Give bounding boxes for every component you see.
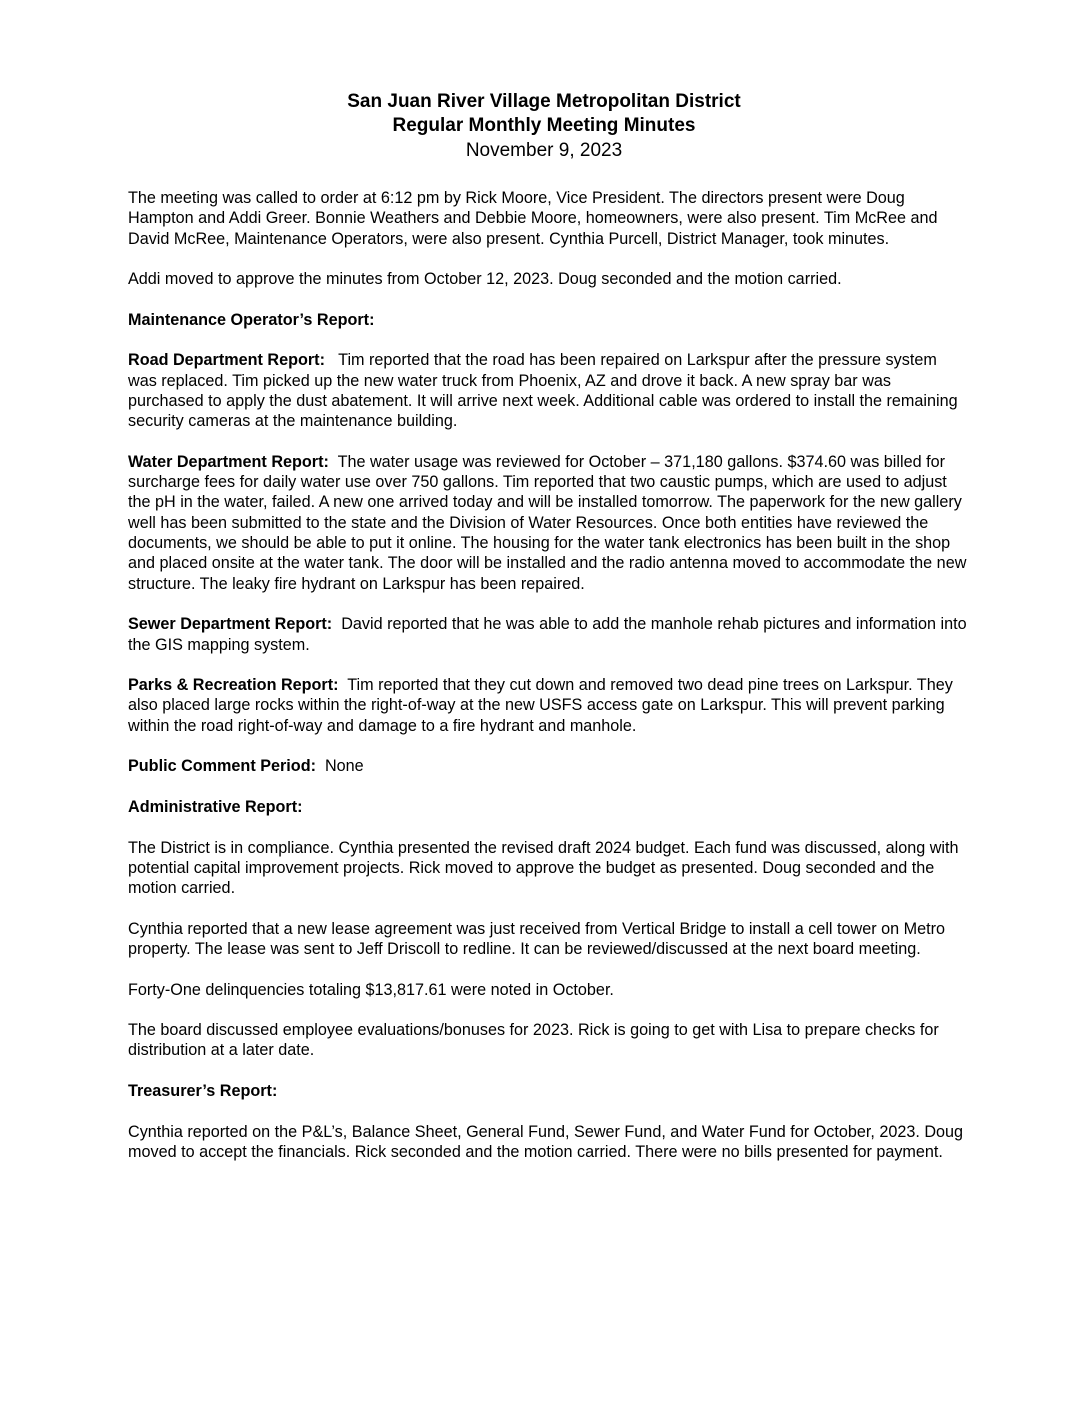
call-to-order-paragraph: The meeting was called to order at 6:12 pm by Rick Moore, Vice President. The directors present were Doug Hampton and Addi Greer. Bonnie Weathers and Debbie Moore, homeowners, were also present. Tim McRee and David McRee, Maintenance Operators, were also present. Cynthia Purcell, District Manager, took minutes.	[128, 189, 938, 248]
parks-report-paragraph	[128, 675, 968, 736]
admin-paragraph-evaluations: The board discussed employee evaluations/bonuses for 2023. Rick is going to get with Lisa to prepare checks for distribution at a later date.	[128, 1021, 939, 1060]
treasurer-paragraph: Cynthia reported on the P&L’s, Balance Sheet, General Fund, Sewer Fund, and Water Fund for October, 2023. Doug moved to accept the financials. Rick seconded and the motion carried. There were no bills presented for payment.	[128, 1122, 964, 1161]
administrative-heading: Administrative Report:	[128, 797, 303, 816]
public-comment-paragraph	[128, 756, 968, 776]
parks-report-text: Tim reported that they cut down and removed two dead pine trees on Larkspur. They also placed large rocks within the right-of-way at the new USFS access gate on Larkspur. This will prevent parking within the road right-of-way and damage to a fire hydrant and manhole.	[128, 676, 953, 735]
maintenance-heading: Maintenance Operator’s Report:	[128, 310, 375, 329]
road-report-text: Tim reported that the road has been repaired on Larkspur after the pressure system was replaced. Tim picked up the new water truck from Phoenix, AZ and drove it back. A new spray bar was purchased to apply the dust abatement. It will arrive next week. Additional cable was ordered to install the remaining security cameras at the maintenance building.	[128, 351, 958, 431]
treasurer-heading: Treasurer’s Report:	[128, 1082, 278, 1101]
meeting-title: Regular Monthly Meeting Minutes	[392, 115, 696, 136]
water-report-label: Water Department Report:	[128, 452, 329, 471]
road-report-paragraph	[128, 350, 968, 431]
document-header	[0, 90, 1088, 164]
water-report-text: The water usage was reviewed for October – 371,180 gallons. $374.60 was billed for surcharge fees for daily water use over 750 gallons. Tim reported that two caustic pumps, which are used to adjust the pH in the water, failed. A new one arrived today and will be installed tomorrow. The paperwork for the new gallery well has been submitted to the state and the Division of Water Resources. Once both entities have reviewed the documents, we should be able to put it online. The housing for the water tank electronics has been built in the shop and placed onsite at the water tank. The door will be installed and the radio antenna moved to accommodate the new structure. The leaky fire hydrant on Larkspur has been repaired.	[128, 452, 967, 593]
water-report-paragraph	[128, 452, 968, 594]
admin-paragraph-delinquencies: Forty-One delinquencies totaling $13,817.61 were noted in October.	[128, 980, 614, 999]
admin-paragraph-compliance: The District is in compliance. Cynthia presented the revised draft 2024 budget. Each fund was discussed, along with potential capital improvement projects. Rick moved to approve the budget as presented. Doug seconded and the motion carried.	[128, 838, 959, 898]
public-comment-label: Public Comment Period:	[128, 757, 316, 776]
sewer-report-text: David reported that he was able to add the manhole rehab pictures and information into the GIS mapping system.	[128, 615, 967, 654]
road-report-label: Road Department Report:	[128, 351, 325, 370]
admin-paragraph-lease: Cynthia reported that a new lease agreement was just received from Vertical Bridge to install a cell tower on Metro property. The lease was sent to Jeff Driscoll to redline. It can be reviewed/discussed at the next board meeting.	[128, 919, 945, 958]
minutes-approval-paragraph: Addi moved to approve the minutes from October 12, 2023. Doug seconded and the motion carried.	[128, 270, 842, 289]
parks-report-label: Parks & Recreation Report:	[128, 676, 339, 695]
sewer-report-label: Sewer Department Report:	[128, 615, 333, 634]
public-comment-text: None	[324, 757, 364, 776]
meeting-date: November 9, 2023	[465, 140, 623, 161]
document-body	[128, 188, 968, 1183]
sewer-report-paragraph	[128, 614, 968, 655]
district-title: San Juan River Village Metropolitan District	[347, 91, 741, 112]
